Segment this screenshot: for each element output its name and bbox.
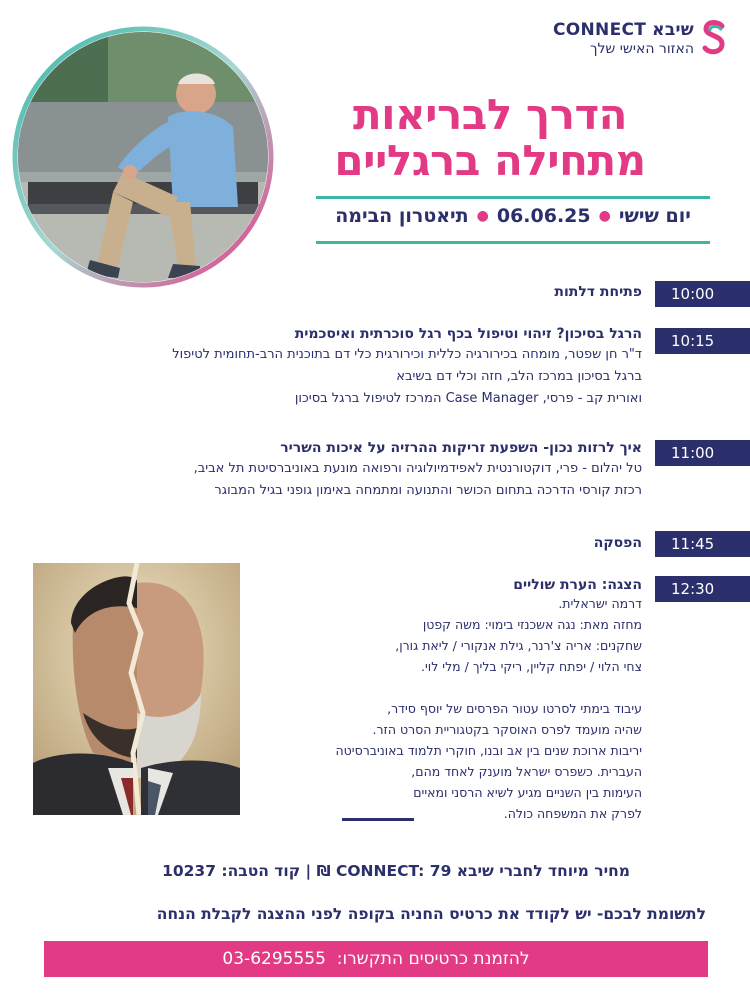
schedule-item-title: פתיחת דלתות	[554, 284, 642, 300]
schedule-item-title: הפסקה	[593, 535, 642, 551]
schedule-item-title: הצגה: הערת שוליים	[513, 577, 642, 593]
time-slot-1230: 12:30	[655, 576, 750, 602]
logo-brand-latin: CONNECT	[552, 20, 647, 40]
schedule-item-play	[336, 577, 642, 824]
member-price: מחיר מיוחד לחברי שיבא CONNECT: 79 ₪ | קוד הטבה: 10237	[162, 862, 630, 880]
play-poster-image	[33, 563, 240, 815]
time-slot-1145: 11:45	[655, 531, 750, 557]
ticket-order-label: להזמנת כרטיסים התקשרו:	[336, 949, 530, 969]
event-title-line1: הדרך לבריאות	[352, 90, 628, 139]
play-description-spacer	[336, 677, 642, 698]
event-day: יום שישי	[618, 205, 691, 227]
hero-photo	[10, 22, 275, 297]
play-description-line: דרמה ישראלית.	[558, 596, 642, 611]
logo	[508, 18, 728, 62]
speaker-line: טל יהלום - פרי, דוקטורנטית לאפידמיולוגיה ורפואה מונעת באוניברסיטת תל אביב,	[193, 461, 642, 476]
event-details	[316, 205, 710, 227]
play-description-line: יריבות ארוכת שנים בין אב ובנו, חוקרי תלמוד באוניברסיטה	[335, 743, 642, 758]
logo-tagline: האזור האישי שלך	[589, 41, 694, 57]
parking-note: לתשומת לבכם- יש לקודד את כרטיס החניה בקופה לפני ההצגה לקבלת הנחה	[156, 905, 706, 923]
bullet-dot-icon: ●	[476, 208, 489, 224]
schedule-item-diabetic-foot	[172, 326, 642, 410]
logo-brand-hebrew: שיבא	[652, 20, 694, 40]
schedule-item-title: הרגל בסיכון? זיהוי וטיפול בכף רגל סוכרתית ואיסכמית	[294, 326, 642, 342]
speaker-line: רכזת קורסי הדרכה בתחום הכושר והתנועה ומתמחה באימון גופני בגיל המבוגר	[214, 483, 642, 498]
title-divider-bottom	[316, 241, 710, 244]
schedule-item-title: איך לרזות נכון- השפעת זריקות ההרזיה על איכות השריר	[280, 440, 642, 456]
speaker-line: ד"ר חן שפטר, מומחה בכירורגיה כללית וכירורגית כלי דם בתוכנית הרב-תחומית לטיפול	[172, 347, 642, 362]
time-slot-1000: 10:00	[655, 281, 750, 307]
speaker-line: ואורית קב - פרסי, Case Manager המרכז לטיפול ברגל בסיכון	[294, 391, 642, 406]
man-on-bench-photo	[18, 32, 268, 282]
event-date: 06.06.25	[496, 205, 591, 227]
sheba-connect-logo-icon	[700, 20, 728, 58]
schedule-item-weight-loss	[194, 440, 642, 502]
schedule-item-doors	[554, 284, 642, 300]
event-title	[290, 92, 690, 184]
footer-divider	[342, 818, 414, 821]
event-title-line2: מתחילה ברגליים	[334, 136, 646, 185]
time-slot-1015: 10:15	[655, 328, 750, 354]
logo-brand	[553, 20, 694, 40]
play-description-line: שחקנים: אריה צ'רנר, גילת אנקורי / ליאת גורן,	[395, 638, 642, 653]
speaker-line: ברגל בסיכון במרכז הלב, חזה וכלי דם בשיבא	[396, 369, 642, 384]
ticket-phone-number[interactable]: 03-6295555	[222, 949, 326, 969]
event-venue: תיאטרון הבימה	[335, 205, 469, 227]
play-description-line: העימות בין השניים מגיע לשיא הרסני ומאיים	[413, 785, 642, 800]
play-description-line: שהיה מועמד לפרס האוסקר בקטגוריית הסרט הזר.	[372, 722, 642, 737]
time-slot-1100: 11:00	[655, 440, 750, 466]
play-description-line: לפרק את המשפחה כולה.	[503, 806, 642, 821]
play-description-line: העברית. כשפרס ישראל מוענק לאחד מהם,	[411, 764, 642, 779]
play-description-line: מחזה מאת: נגה אשכנזי בימוי: משה קפטן	[422, 617, 642, 632]
ticket-order-bar[interactable]	[44, 941, 708, 977]
play-description-line: עיבוד בימתי לסרטו עטור הפרסים של יוסף סידר,	[387, 701, 642, 716]
bullet-dot-icon: ●	[598, 208, 611, 224]
title-divider-top	[316, 196, 710, 199]
schedule-item-break	[594, 535, 642, 551]
play-description-line: צחי הלוי / יפתח קליין, ריקי בליך / מלי לוי.	[421, 659, 642, 674]
